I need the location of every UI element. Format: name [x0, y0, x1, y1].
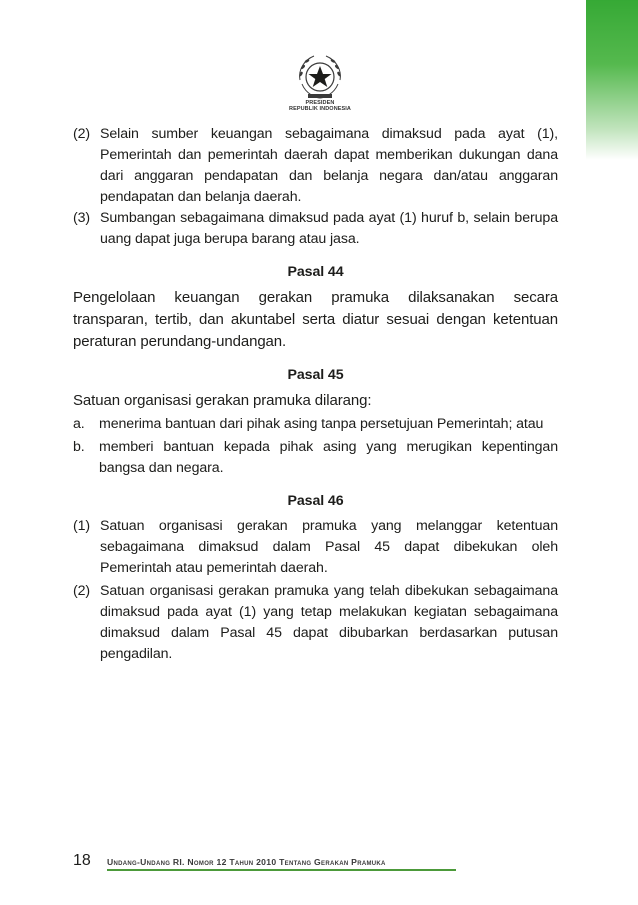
list-item	[73, 124, 558, 208]
item-number: (2)	[73, 583, 91, 599]
pasal-44-heading: Pasal 44	[287, 264, 344, 280]
list-item	[73, 208, 558, 250]
item-letter: b.	[73, 439, 85, 455]
item-text: Satuan organisasi gerakan pramuka yang melanggar ketentuan sebagaimana dimaksud dalam Pasal 45 dapat dibekukan oleh Pemerintah atau pemerintah daerah.	[100, 518, 558, 576]
item-text: Satuan organisasi gerakan pramuka yang telah dibekukan sebagaimana dimaksud pada ayat (1) yang tetap melakukan kegiatan sebagaimana dimaksud dalam Pasal 45 dapat dibubarkan berdasarkan putusan pengadilan.	[100, 583, 558, 662]
green-corner-tab	[586, 0, 638, 160]
list-item	[73, 414, 558, 435]
list-item	[73, 437, 558, 479]
pasal-44-text: Pengelolaan keuangan gerakan pramuka dilaksanakan secara transparan, tertib, dan akuntabel serta diatur sesuai dengan ketentuan peraturan perundang-undangan.	[73, 289, 558, 350]
list-item	[73, 581, 558, 665]
list-item	[73, 516, 558, 579]
pasal-46-heading: Pasal 46	[287, 493, 344, 509]
item-text: Selain sumber keuangan sebagaimana dimaksud pada ayat (1), Pemerintah dan pemerintah daerah dapat memberikan dukungan dana dari anggaran pendapatan dan belanja negara dan/atau anggaran pendapatan dan belanja daerah.	[100, 126, 558, 205]
emblem-caption-line1: PRESIDEN	[305, 100, 335, 106]
item-number: (2)	[73, 126, 91, 142]
pasal-45-heading: Pasal 45	[287, 367, 344, 383]
pasal-45-intro: Satuan organisasi gerakan pramuka dilarang:	[73, 392, 372, 409]
emblem-caption-line2: REPUBLIK INDONESIA	[289, 106, 351, 112]
item-letter: a.	[73, 416, 85, 432]
item-text: Sumbangan sebagaimana dimaksud pada ayat (1) huruf b, selain berupa uang dapat juga berupa barang atau jasa.	[100, 210, 558, 247]
footer-rule	[107, 869, 456, 871]
item-text: menerima bantuan dari pihak asing tanpa persetujuan Pemerintah; atau	[99, 416, 544, 432]
page-number: 18	[73, 852, 91, 869]
document-body	[73, 124, 558, 665]
footer-title: Undang-Undang RI. Nomor 12 Tahun 2010 Tentang Gerakan Pramuka	[107, 857, 386, 867]
item-number: (1)	[73, 518, 91, 534]
item-text: memberi bantuan kepada pihak asing yang merugikan kepentingan bangsa dan negara.	[99, 439, 558, 476]
garuda-emblem-icon	[292, 50, 348, 102]
item-number: (3)	[73, 210, 91, 226]
